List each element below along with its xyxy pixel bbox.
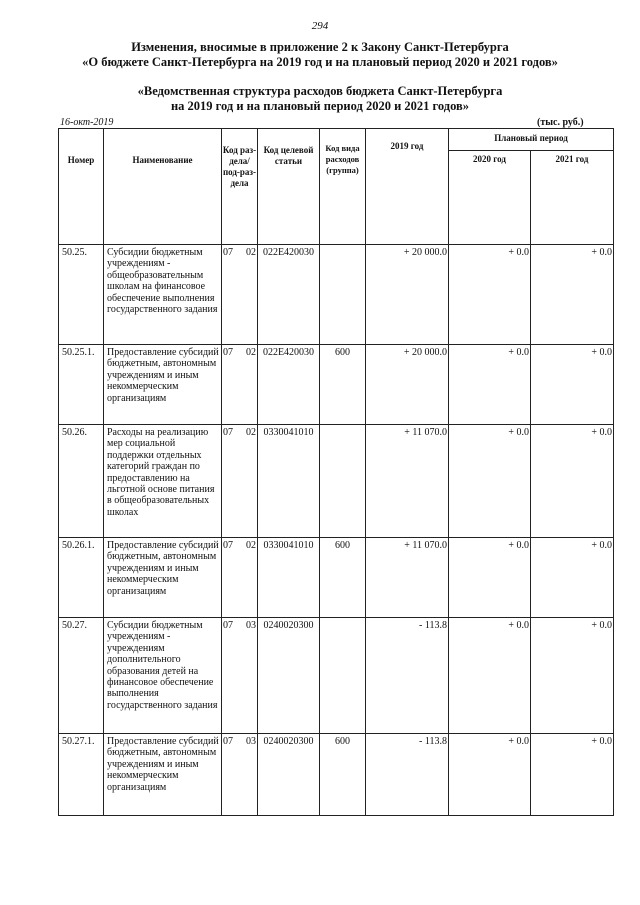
row-2020-value: + 0.0 (449, 734, 531, 816)
row-target-code: 0330041010 (258, 538, 320, 618)
row-number: 50.27. (59, 618, 104, 734)
razdel-code: 07 (223, 620, 233, 631)
row-2019-value: + 11 070.0 (366, 538, 449, 618)
row-target-code: 0240020300 (258, 734, 320, 816)
row-2021-value: + 0.0 (531, 734, 614, 816)
podrazdel-code: 02 (246, 540, 256, 551)
razdel-code: 07 (223, 540, 233, 551)
table-row (59, 345, 614, 425)
row-number: 50.26. (59, 425, 104, 538)
row-number: 50.26.1. (59, 538, 104, 618)
row-section-code (222, 345, 258, 425)
table-row (59, 734, 614, 816)
razdel-code: 07 (223, 347, 233, 358)
row-name: Расходы на реализацию мер социальной поддержки отдельных категорий граждан по предоставлению на льготной основе питания в общеобразовательных школах (104, 425, 222, 538)
row-type-code (320, 425, 366, 538)
units-label: (тыс. руб.) (537, 117, 584, 128)
row-section-code (222, 425, 258, 538)
row-2021-value: + 0.0 (531, 425, 614, 538)
row-name: Субсидии бюджетным учреждениям - общеобразовательным школам на финансовое обеспечение выполнения государственного задания (104, 245, 222, 345)
col-name-header: Наименование (104, 129, 222, 245)
table-row (59, 245, 614, 345)
podrazdel-code: 02 (246, 347, 256, 358)
podrazdel-code: 03 (246, 736, 256, 747)
subtitle-line-2: на 2019 год и на плановый период 2020 и 2021 годов» (170, 99, 470, 113)
razdel-code: 07 (223, 247, 233, 258)
row-2019-value: + 20 000.0 (366, 345, 449, 425)
row-target-code: 022Е420030 (258, 345, 320, 425)
col-type-header: Код вида расходов (группа) (320, 129, 366, 245)
row-number: 50.25.1. (59, 345, 104, 425)
row-2019-value: - 113.8 (366, 618, 449, 734)
row-section-code (222, 538, 258, 618)
title-line-2: «О бюджете Санкт-Петербурга на 2019 год и на плановый период 2020 и 2021 годов» (82, 55, 558, 69)
row-2019-value: - 113.8 (366, 734, 449, 816)
col-2021-header: 2021 год (531, 151, 614, 245)
row-2021-value: + 0.0 (531, 345, 614, 425)
row-type-code: 600 (320, 734, 366, 816)
row-target-code: 0330041010 (258, 425, 320, 538)
title-line-1: Изменения, вносимые в приложение 2 к Закону Санкт-Петербурга (131, 40, 509, 54)
row-section-code (222, 245, 258, 345)
col-target-header: Код целевой статьи (258, 129, 320, 245)
col-2019-header: 2019 год (366, 129, 449, 245)
row-target-code: 022Е420030 (258, 245, 320, 345)
row-name: Предоставление субсидий бюджетным, автономным учреждениям и иным некоммерческим организациям (104, 345, 222, 425)
row-2020-value: + 0.0 (449, 345, 531, 425)
podrazdel-code: 02 (246, 427, 256, 438)
row-2019-value: + 20 000.0 (366, 245, 449, 345)
row-name: Предоставление субсидий бюджетным, автономным учреждениям и иным некоммерческим организациям (104, 538, 222, 618)
row-section-code (222, 618, 258, 734)
col-section-header: Код раз-дела/ под-раз-дела (222, 129, 258, 245)
document-title (0, 40, 640, 70)
row-number: 50.25. (59, 245, 104, 345)
podrazdel-code: 02 (246, 247, 256, 258)
row-2020-value: + 0.0 (449, 618, 531, 734)
col-number-header: Номер (59, 129, 104, 245)
row-2021-value: + 0.0 (531, 245, 614, 345)
row-type-code (320, 245, 366, 345)
row-2020-value: + 0.0 (449, 538, 531, 618)
page-number: 294 (311, 20, 329, 32)
row-2021-value: + 0.0 (531, 618, 614, 734)
row-name: Предоставление субсидий бюджетным, автономным учреждениям и иным некоммерческим организациям (104, 734, 222, 816)
row-type-code: 600 (320, 345, 366, 425)
planned-period-header: Плановый период (449, 129, 614, 151)
row-type-code: 600 (320, 538, 366, 618)
razdel-code: 07 (223, 736, 233, 747)
row-name: Субсидии бюджетным учреждениям - учреждениям дополнительного образования детей на финансовое обеспечение выполнения государственного задания (104, 618, 222, 734)
row-2020-value: + 0.0 (449, 425, 531, 538)
row-2020-value: + 0.0 (449, 245, 531, 345)
col-2020-header: 2020 год (449, 151, 531, 245)
document-date: 16-окт-2019 (60, 117, 114, 128)
podrazdel-code: 03 (246, 620, 256, 631)
table-row (59, 425, 614, 538)
row-section-code (222, 734, 258, 816)
row-type-code (320, 618, 366, 734)
row-target-code: 0240020300 (258, 618, 320, 734)
table-row (59, 538, 614, 618)
subtitle-line-1: «Ведомственная структура расходов бюджета Санкт-Петербурга (137, 84, 503, 98)
budget-table (58, 128, 614, 816)
row-2021-value: + 0.0 (531, 538, 614, 618)
row-number: 50.27.1. (59, 734, 104, 816)
razdel-code: 07 (223, 427, 233, 438)
table-row (59, 618, 614, 734)
row-2019-value: + 11 070.0 (366, 425, 449, 538)
document-subtitle (0, 84, 640, 114)
